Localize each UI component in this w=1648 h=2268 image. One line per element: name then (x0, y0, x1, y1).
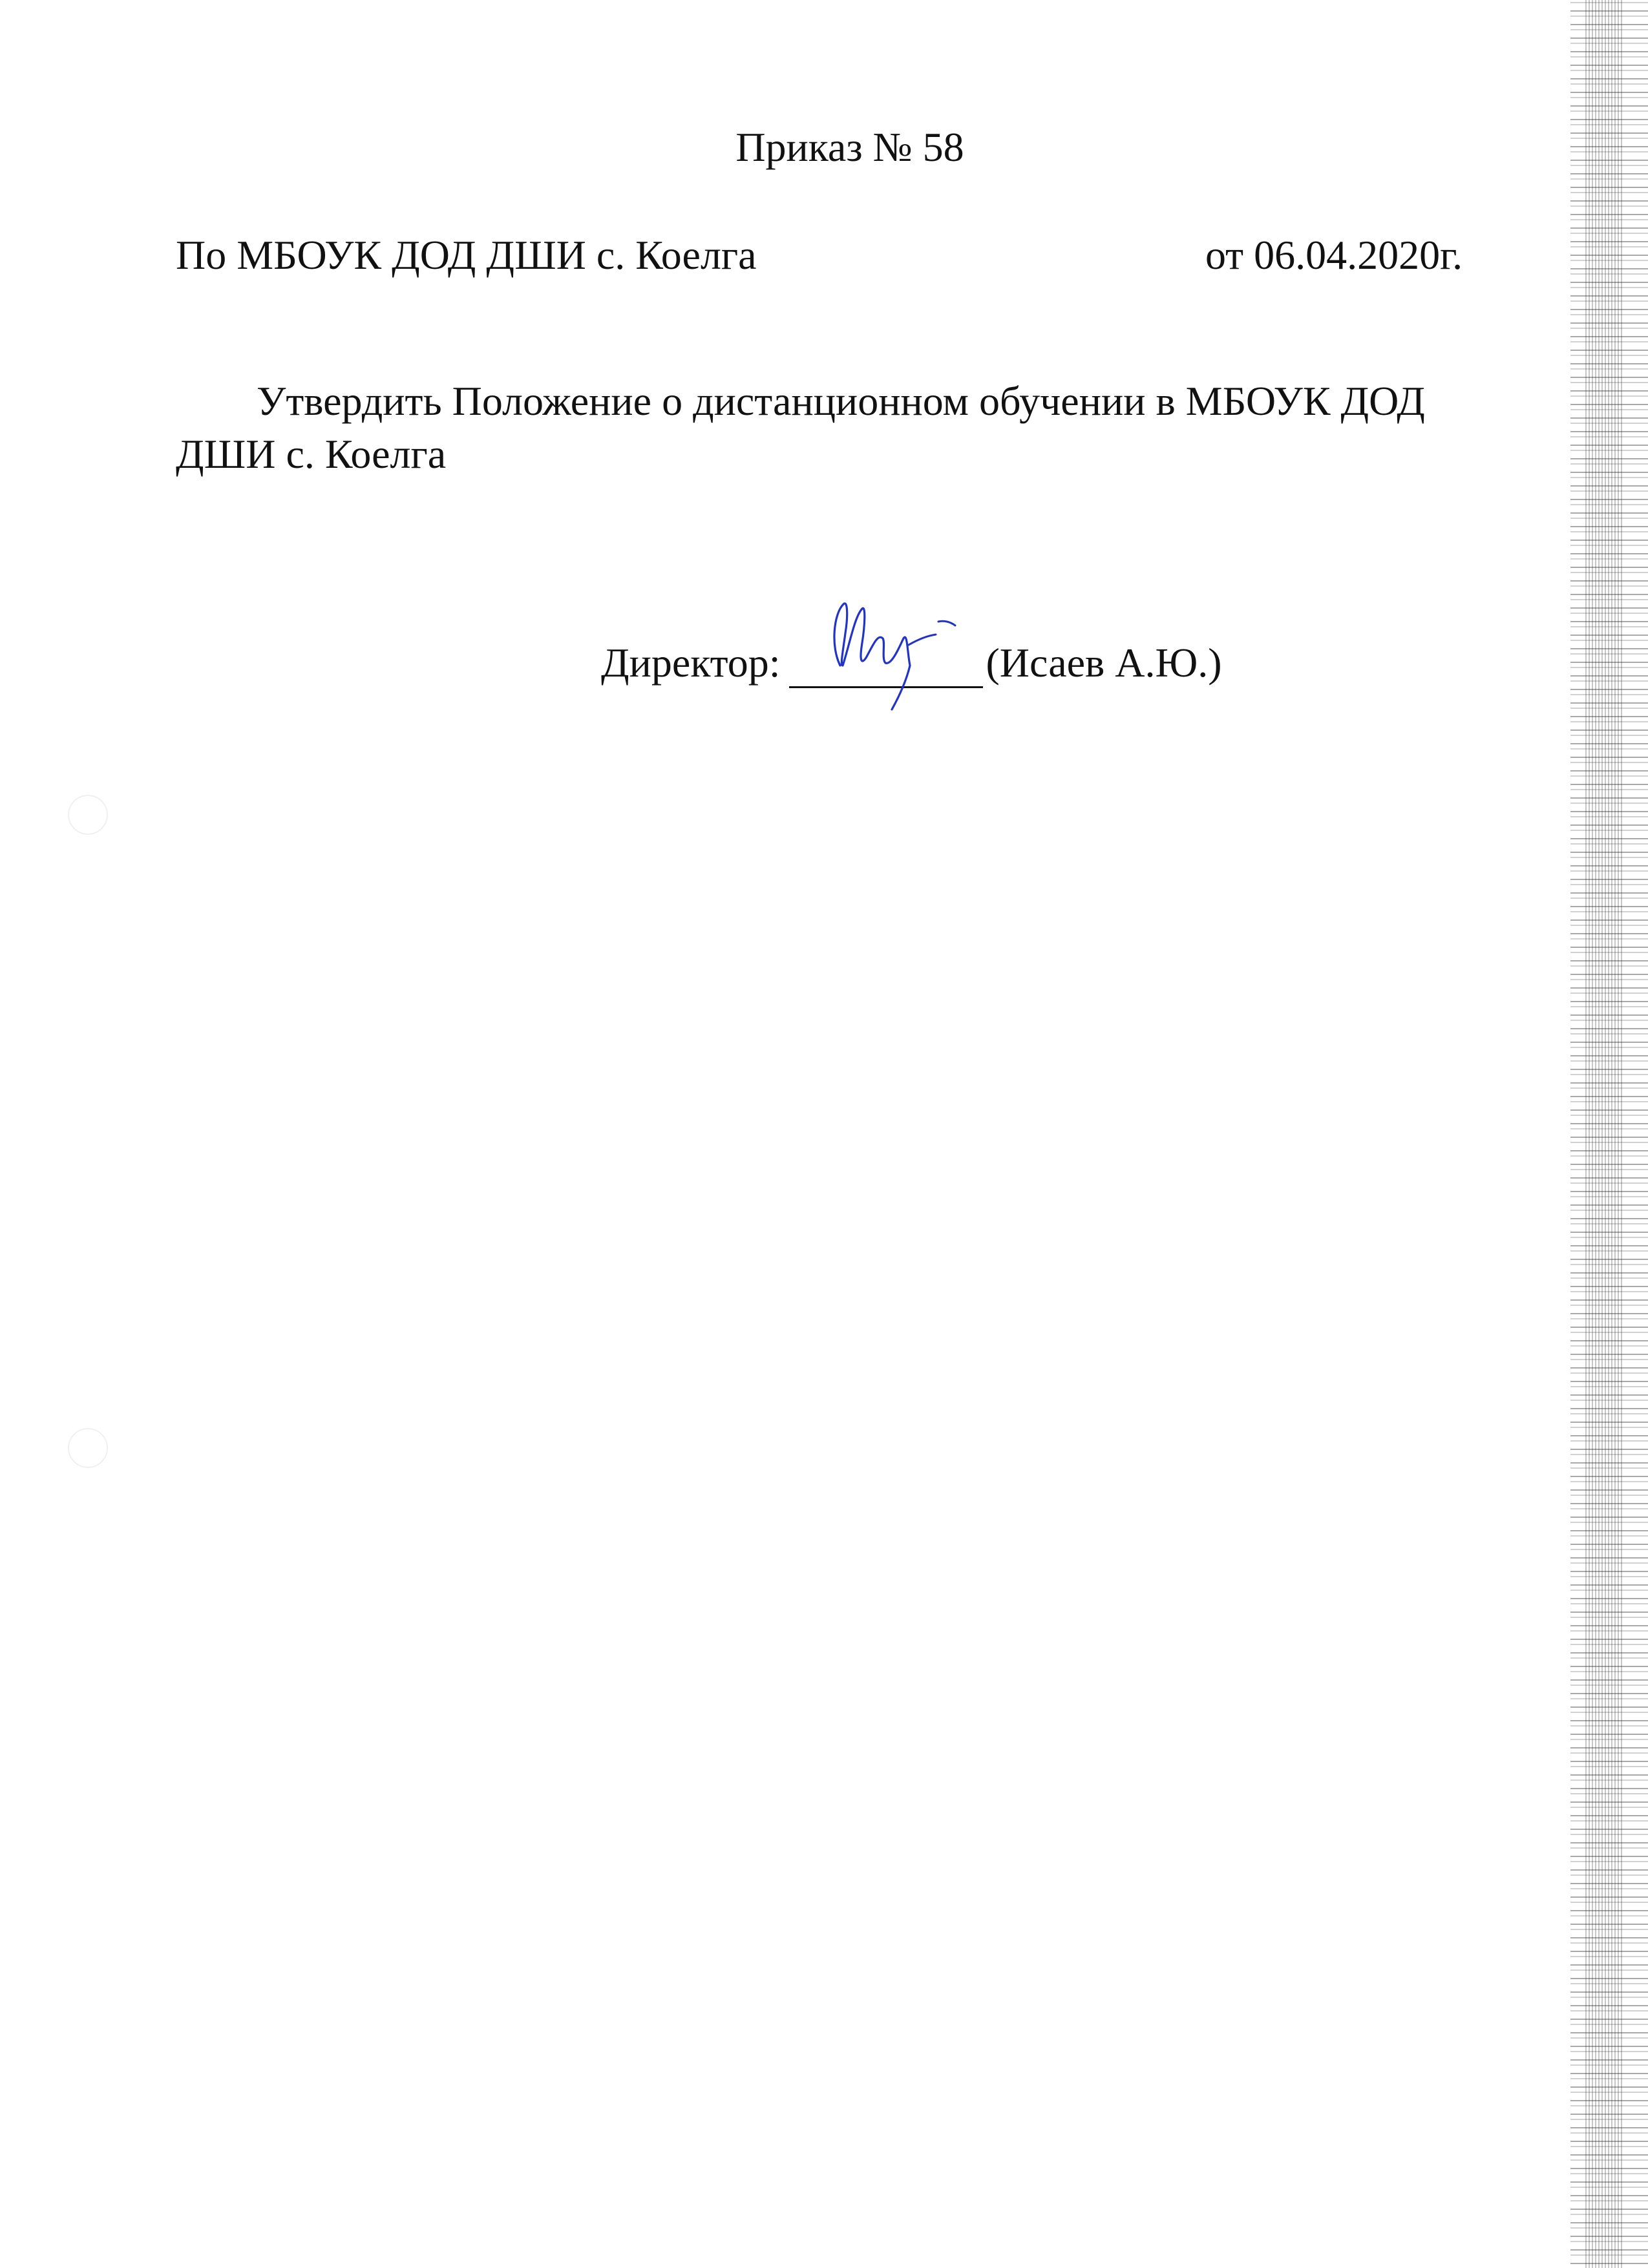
punch-hole-mark (68, 1428, 108, 1468)
signature-label: Директор: (601, 640, 781, 686)
order-title: Приказ № 58 (735, 124, 964, 170)
signatory-name: (Исаев А.Ю.) (986, 640, 1222, 686)
punch-hole-mark (68, 795, 108, 835)
scan-edge-artifact (1583, 0, 1622, 2268)
order-body: Утвердить Положение о дистанционном обучении в МБОУК ДОД ДШИ с. Коелга (176, 378, 1425, 477)
order-date: от 06.04.2020г. (1205, 232, 1463, 278)
organization-line: По МБОУК ДОД ДШИ с. Коелга (176, 232, 757, 278)
handwritten-signature (795, 569, 976, 717)
